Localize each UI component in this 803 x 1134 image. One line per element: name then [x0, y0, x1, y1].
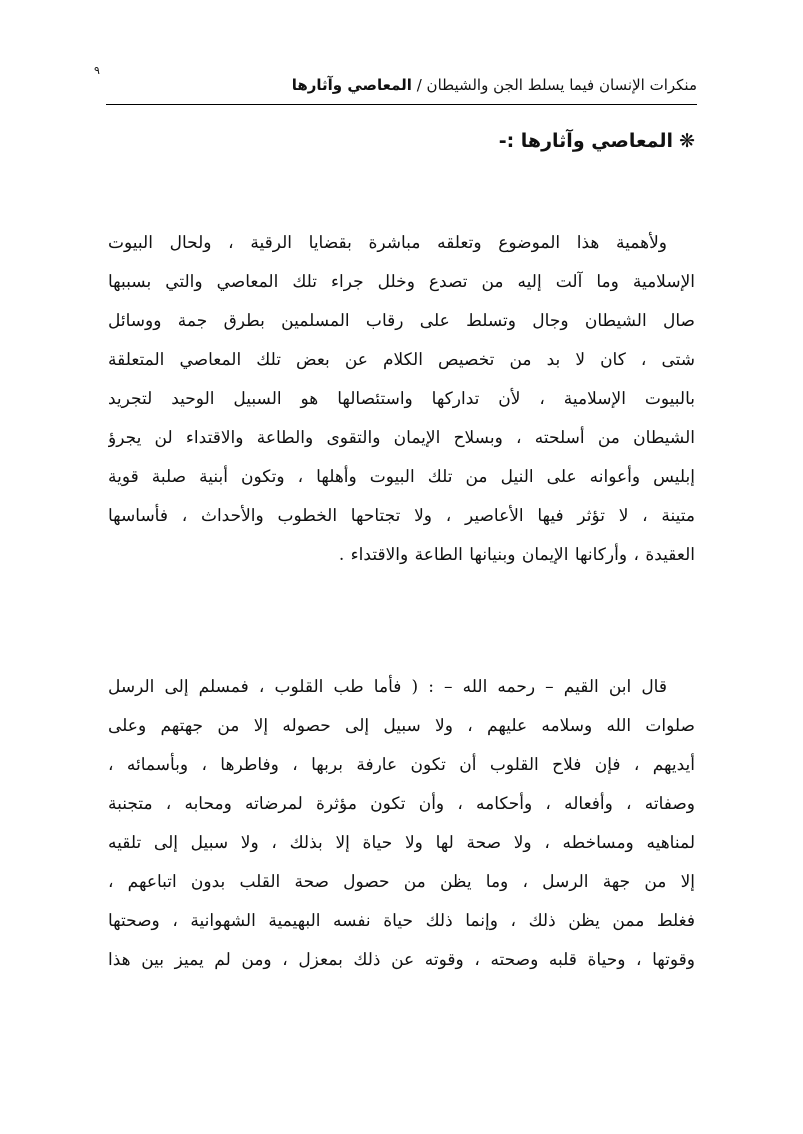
paragraph-line: إلا من جهة الرسل ، وما يظن من حصول صحة القلب بدون اتباعهم ، [108, 872, 695, 892]
header-book-title: منكرات الإنسان فيما يسلط الجن والشيطان / [416, 76, 697, 94]
paragraph-line: صال الشيطان وجال وتسلط على رقاب المسلمين بطرق جمة ووسائل [108, 311, 695, 331]
paragraph-line: بالبيوت الإسلامية ، لأن تداركها واستئصالها هو السبيل الوحيد لتجريد [108, 389, 695, 409]
paragraph-line: قال ابن القيم – رحمه الله – : ( فأما طب القلوب ، فمسلم إلى الرسل [108, 677, 667, 697]
paragraph-line: الإسلامية وما آلت إليه من تصدع وخلل جراء تلك المعاصي والتي بسببها [108, 272, 695, 292]
header-section-title: المعاصي وآثارها [291, 76, 412, 94]
paragraph-line: وقوتها ، وحياة قلبه وصحته ، وقوته عن ذلك بمعزل ، ومن لم يميز بين هذا [108, 950, 695, 970]
header-rule [106, 104, 697, 105]
running-header [291, 74, 697, 96]
paragraph-line: أيديهم ، فإن فلاح القلوب أن تكون عارفة بربها ، وفاطرها ، وبأسمائه ، [108, 755, 695, 775]
paragraph-line: ولأهمية هذا الموضوع وتعلقه مباشرة بقضايا الرقية ، ولحال البيوت [108, 233, 667, 253]
paragraph-2 [108, 668, 695, 980]
paragraph-line: وصفاته ، وأفعاله ، وأحكامه ، وأن تكون مؤثرة لمرضاته ومحابه ، متجنبة [108, 794, 695, 814]
paragraph-line: صلوات الله وسلامه عليهم ، ولا سبيل إلى حصوله إلا من جهتهم وعلى [108, 716, 695, 736]
paragraph-line: العقيدة ، وأركانها الإيمان وبنيانها الطاعة والاقتداء . [338, 545, 695, 565]
paragraph-line: الشيطان من أسلحته ، وبسلاح الإيمان والتقوى والطاعة والاقتداء لن يجرؤ [108, 428, 695, 448]
paragraph-line: شتى ، كان لا بد من تخصيص الكلام عن بعض تلك المعاصي المتعلقة [108, 350, 695, 370]
paragraph-line: متينة ، لا تؤثر فيها الأعاصير ، ولا تجتاحها الخطوب والأحداث ، فأساسها [108, 506, 695, 526]
paragraph-line: إبليس وأعوانه على النيل من تلك البيوت وأهلها ، وتكون أبنية صلبة قوية [108, 467, 695, 487]
section-heading-text: المعاصي وآثارها :- [498, 130, 674, 152]
paragraph-1 [108, 224, 695, 575]
heading-bullet-icon: ❋ [679, 130, 695, 152]
section-heading [499, 130, 695, 152]
page-number: ٩ [94, 64, 100, 77]
paragraph-line: لمناهيه ومساخطه ، ولا صحة لها ولا حياة إلا بذلك ، ولا سبيل إلى تلقيه [108, 833, 695, 853]
paragraph-line: فغلط ممن يظن ذلك ، وإنما ذلك حياة نفسه البهيمية الشهوانية ، وصحتها [108, 911, 695, 931]
